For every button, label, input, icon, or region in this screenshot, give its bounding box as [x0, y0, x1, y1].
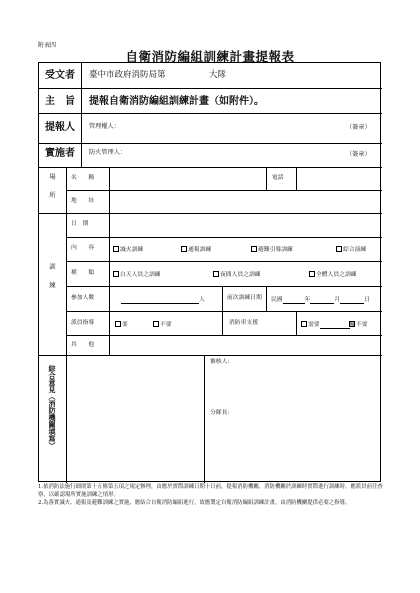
- content-option[interactable]: 滅火訓練: [113, 246, 143, 254]
- row-divider: [39, 167, 382, 168]
- guidance-no[interactable]: 不要: [153, 321, 172, 329]
- other-label: 其 他: [71, 342, 95, 348]
- content-option[interactable]: 避難引導訓練: [251, 246, 293, 254]
- executor-field: 防火管理人：: [89, 149, 127, 156]
- col-divider: [296, 311, 297, 335]
- vehicle-label: 消防車支援: [229, 320, 258, 326]
- checkbox-icon[interactable]: [301, 321, 307, 327]
- training-date-label: 日 期: [71, 221, 89, 227]
- checkbox-icon[interactable]: [113, 246, 119, 252]
- executor-sign: （簽章）: [346, 151, 371, 158]
- prev-date-label: 前次訓練日期: [227, 295, 262, 301]
- checkbox-icon[interactable]: [113, 271, 119, 277]
- row-divider: [39, 355, 382, 356]
- opinion-label: 綜合意見（消防機關填寫）: [48, 365, 57, 449]
- reporter-label: 提報人: [45, 122, 75, 133]
- row-divider: [66, 311, 382, 312]
- row-divider: [39, 143, 382, 144]
- venue-address-label: 地 址: [71, 198, 95, 204]
- content-option[interactable]: 綜合演練: [336, 246, 366, 254]
- row-divider: [39, 213, 382, 214]
- prev-date-field[interactable]: 民國 年 月 日: [271, 297, 371, 304]
- form-title: 自衛消防編組訓練計畫提報表: [125, 49, 295, 64]
- report-form: [38, 62, 381, 482]
- guidance-label: 派員指導: [71, 320, 95, 326]
- row-divider: [39, 113, 382, 114]
- venue-label: 場所: [48, 173, 56, 210]
- training-label: 訓練: [48, 263, 56, 300]
- row-divider: [66, 335, 382, 336]
- participants-field[interactable]: 人: [121, 296, 205, 304]
- col-divider: [222, 286, 223, 335]
- reviewer-label: 審核人：: [210, 359, 234, 365]
- reporter-sign: （簽章）: [346, 124, 371, 131]
- col-divider: [296, 167, 297, 190]
- venue-phone-label: 電話: [272, 175, 284, 181]
- reporter-field: 管理權人：: [89, 123, 120, 130]
- notes: [38, 484, 383, 507]
- type-option[interactable]: 夜間人員之訓練: [213, 271, 261, 279]
- subject-value: 提報自衛消防編組訓練計畫（如附件）。: [89, 96, 264, 107]
- guidance-yes[interactable]: 要: [115, 321, 128, 329]
- checkbox-icon[interactable]: [153, 321, 159, 327]
- checkbox-icon[interactable]: [336, 246, 342, 252]
- col-divider: [109, 167, 110, 355]
- recipient-value: 臺中市政府消防局第: [89, 70, 166, 80]
- row-divider: [66, 286, 382, 287]
- row-divider: [39, 88, 382, 89]
- captain-label: 分隊長：: [210, 410, 234, 416]
- content-option[interactable]: 通報訓練: [181, 246, 211, 254]
- venue-name-label: 名 稱: [71, 175, 95, 181]
- col-divider: [81, 63, 82, 167]
- checkbox-icon[interactable]: [251, 246, 257, 252]
- type-option[interactable]: 全體人員之訓練: [309, 271, 357, 279]
- col-divider: [66, 355, 67, 483]
- row-divider: [66, 237, 382, 238]
- vehicle-no[interactable]: 不要: [349, 321, 368, 329]
- recipient-unit: 大隊: [209, 70, 227, 80]
- vehicle-need[interactable]: 需要 輛: [301, 321, 355, 329]
- training-content-label: 內 容: [71, 245, 95, 251]
- note-item: 2.為落實滅火、通報及避難訓練之實施，應結合自衛消防編組進行，故應製定自衛消防編組訓練計畫，由消防機關提供必要之指導。: [38, 499, 351, 506]
- checkbox-icon[interactable]: [213, 271, 219, 277]
- subject-label: 主 旨: [45, 96, 75, 107]
- col-divider: [266, 167, 267, 190]
- recipient-label: 受文者: [45, 70, 75, 81]
- col-divider: [66, 167, 67, 355]
- row-divider: [66, 190, 382, 191]
- note-item: 1.依消防法施行細則第十五條第五項之規定辦理，由應於實際訓練日期十日前，提報消防機關，消防機關於訓練時實際進行訓練時，應派員前往查察，以確認場所實施訓練之情形。: [38, 484, 383, 498]
- participants-label: 參加人數: [71, 295, 95, 301]
- row-divider: [66, 261, 382, 262]
- checkbox-icon[interactable]: [181, 246, 187, 252]
- checkbox-icon[interactable]: [309, 271, 315, 277]
- checkbox-icon[interactable]: [349, 321, 355, 327]
- checkbox-icon[interactable]: [115, 321, 121, 327]
- col-divider: [266, 286, 267, 311]
- annex-number: 附表四: [38, 42, 57, 49]
- training-type-label: 種 類: [71, 270, 95, 276]
- type-option[interactable]: 白天人員之訓練: [113, 271, 161, 279]
- col-divider: [204, 355, 205, 483]
- executor-label: 實施者: [45, 148, 75, 159]
